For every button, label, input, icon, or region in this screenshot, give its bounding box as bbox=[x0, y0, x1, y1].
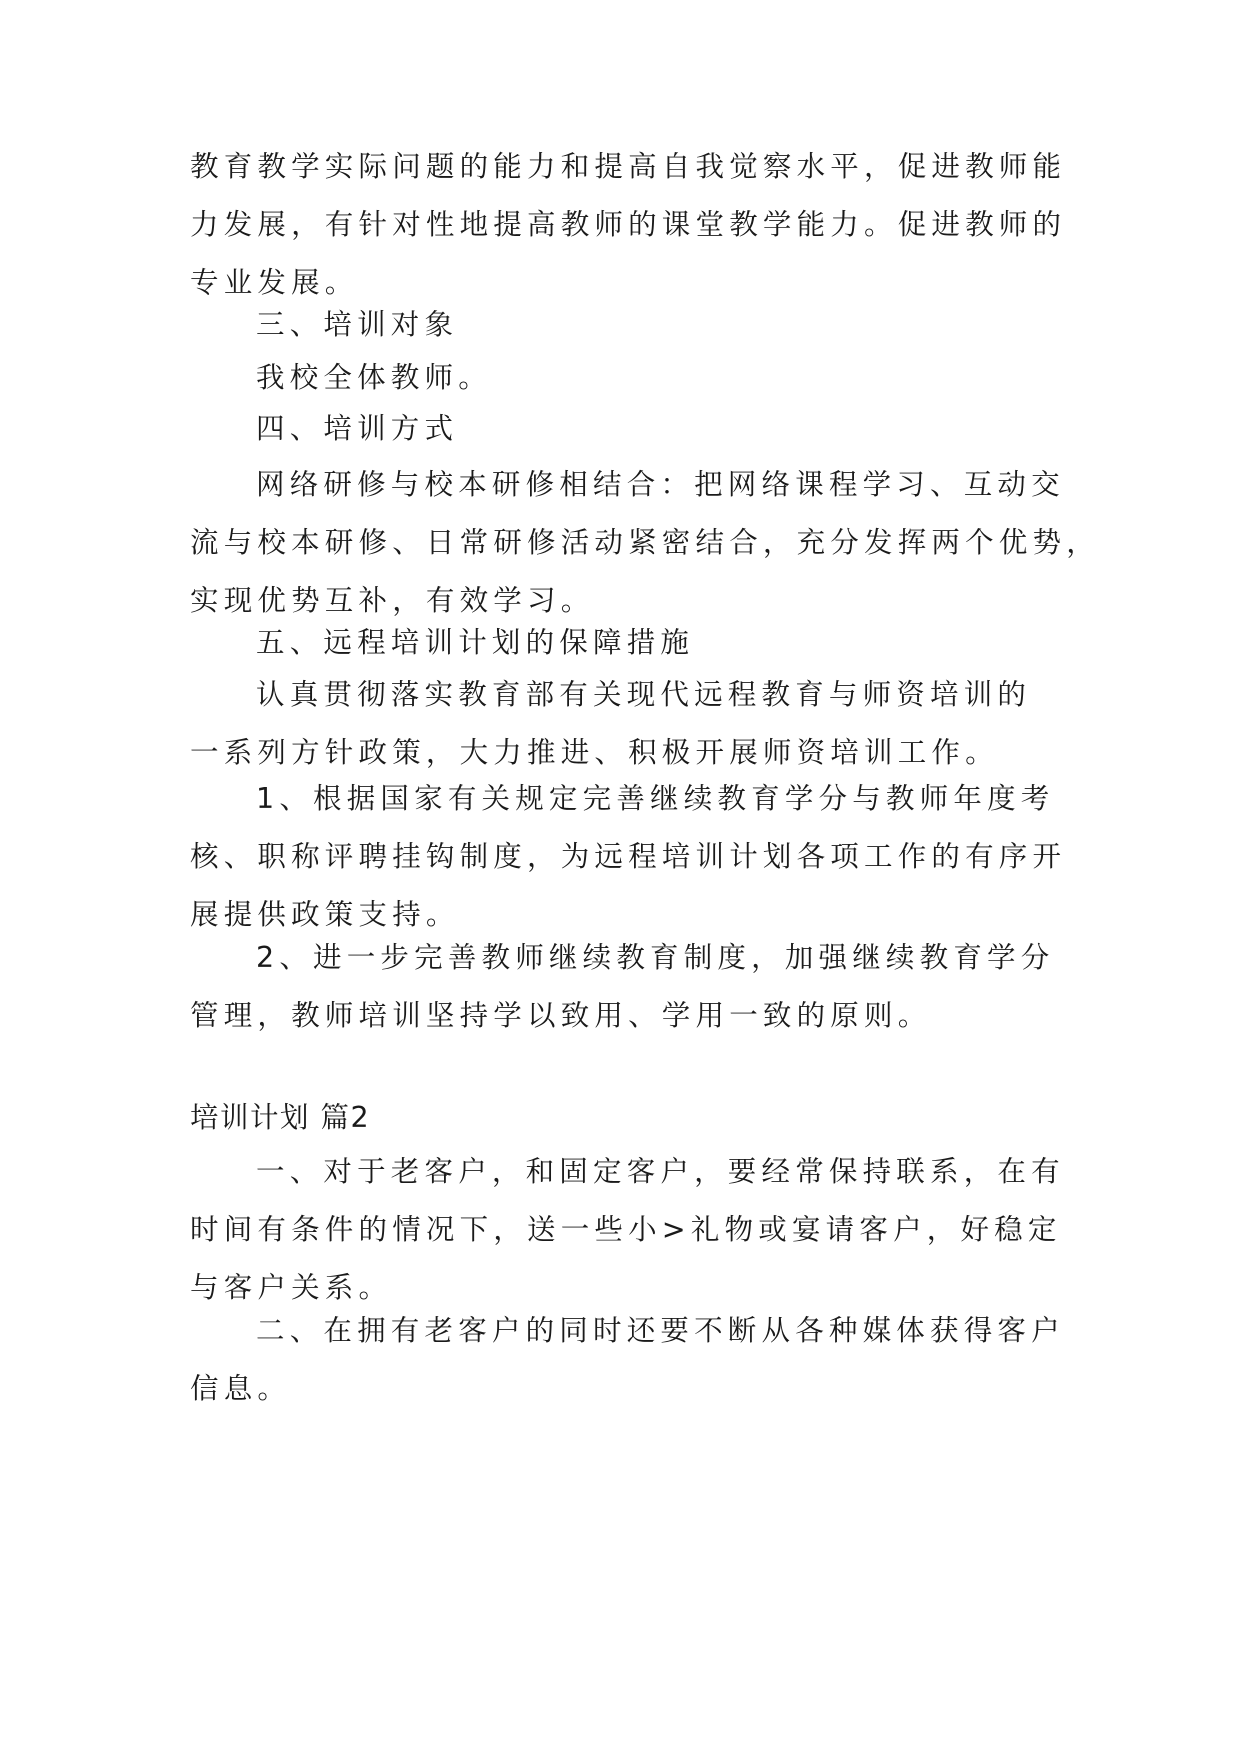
list-item-1 bbox=[190, 770, 1070, 944]
text-line: 专业发展。 bbox=[190, 266, 359, 299]
section-4-title: 四、培训方式 bbox=[256, 412, 459, 445]
text-line: 展提供政策支持。 bbox=[190, 898, 460, 931]
text-line: 与客户关系。 bbox=[190, 1271, 393, 1304]
text-line: 网络研修与校本研修相结合：把网络课程学习、互动交 bbox=[256, 468, 1065, 501]
text-line: 实现优势互补，有效学习。 bbox=[190, 584, 595, 617]
section-4-paragraph bbox=[190, 456, 1100, 630]
article-2-paragraph-1 bbox=[190, 1143, 1070, 1317]
text-line: 1、根据国家有关规定完善继续教育学分与教师年度考 bbox=[256, 782, 1055, 815]
text-line: 2、进一步完善教师继续教育制度，加强继续教育学分 bbox=[256, 941, 1055, 974]
text-line: 二、在拥有老客户的同时还要不断从各种媒体获得客户 bbox=[256, 1314, 1065, 1347]
text-line: 流与校本研修、日常研修活动紧密结合，充分发挥两个优势， bbox=[190, 526, 1100, 559]
article-2-title: 培训计划 篇2 bbox=[190, 1101, 371, 1134]
text-line: 信息。 bbox=[190, 1372, 292, 1405]
section-5-paragraph bbox=[190, 666, 1070, 782]
text-line: 教育教学实际问题的能力和提高自我觉察水平，促进教师能 bbox=[190, 150, 1067, 183]
paragraph-continuation bbox=[190, 138, 1070, 312]
text-line: 一系列方针政策，大力推进、积极开展师资培训工作。 bbox=[190, 736, 999, 769]
text-line: 认真贯彻落实教育部有关现代远程教育与师资培训的 bbox=[256, 678, 1032, 711]
text-line: 时间有条件的情况下，送一些小>礼物或宴请客户，好稳定 bbox=[190, 1213, 1062, 1246]
section-5-title: 五、远程培训计划的保障措施 bbox=[256, 626, 695, 659]
section-3-title: 三、培训对象 bbox=[256, 308, 459, 341]
section-3-body: 我校全体教师。 bbox=[256, 361, 492, 394]
text-line: 一、对于老客户，和固定客户，要经常保持联系，在有 bbox=[256, 1155, 1065, 1188]
article-2-paragraph-2 bbox=[190, 1302, 1070, 1418]
text-line: 核、职称评聘挂钩制度，为远程培训计划各项工作的有序开 bbox=[190, 840, 1067, 873]
text-line: 管理，教师培训坚持学以致用、学用一致的原则。 bbox=[190, 999, 932, 1032]
list-item-2 bbox=[190, 929, 1070, 1045]
text-line: 力发展，有针对性地提高教师的课堂教学能力。促进教师的 bbox=[190, 208, 1067, 241]
